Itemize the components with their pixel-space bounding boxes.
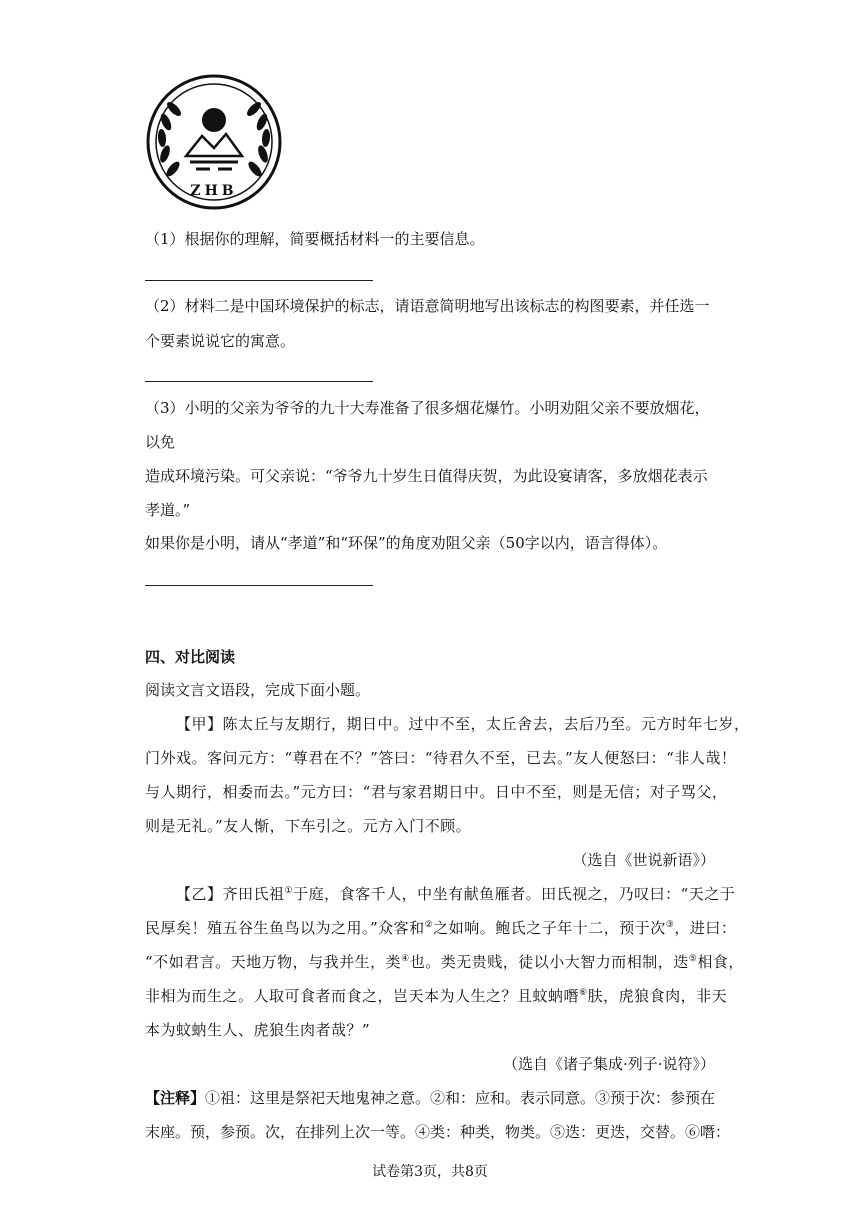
page-footer: 试卷第3页，共8页	[372, 1164, 488, 1180]
question-2-line-1: （2）材料二是中国环境保护的标志，请语意简明地写出该标志的构图要素，并任选一	[145, 297, 710, 315]
question-3-line-1: （3）小明的父亲为爷爷的九十大寿准备了很多烟花爆竹。小明劝阻父亲不要放烟花，	[145, 399, 710, 417]
footnote-marker: ①	[284, 886, 294, 896]
question-3-line-5: 如果你是小明，请从“孝道”和“环保”的角度劝阻父亲（50字以内，语言得体）。	[145, 534, 668, 552]
passage-yi-line-3: “不如君言。天地万物，与我并生，类④也。类无贵贱，徒以小大智力而相制，迭⑤相食，	[145, 953, 744, 971]
footnote-marker: ⑤	[688, 954, 698, 964]
passage-yi-line-2: 民厚矣！殖五谷生鱼鸟以为之用。”众客和②之如响。鲍氏之子年十二，预于次③，进曰：	[145, 919, 737, 937]
emblem-text: ZHB	[190, 183, 238, 199]
passage-jia-line-2: 门外戏。客问元方：“尊君在不？”答曰：“待君久不至，已去。”友人便怒曰：“非人哉！	[145, 749, 737, 767]
passage-jia-line-3: 与人期行，相委而去。”元方曰：“君与家君期日中。日中不至，则是无信；对子骂父，	[145, 783, 728, 801]
passage-jia-line-4: 则是无礼。”友人惭，下车引之。元方入门不顾。	[145, 817, 472, 835]
environment-protection-emblem	[144, 72, 284, 212]
passage-yi-line-5: 本为蚊蚋生人、虎狼生肉者哉？”	[145, 1021, 371, 1039]
passage-jia-line-1: 【甲】陈太丘与友期行，期日中。过中不至，太丘舍去，去后乃至。元方时年七岁，	[176, 715, 750, 733]
question-1: （1）根据你的理解，简要概括材料一的主要信息。	[145, 230, 485, 248]
passage-yi-line-1: 【乙】齐田氏祖①于庭，食客千人，中坐有献鱼雁者。田氏视之，乃叹曰：“天之于	[176, 885, 736, 903]
question-3-line-4: 孝道。”	[145, 501, 191, 519]
question-3-line-3: 造成环境污染。可父亲说：“爷爷九十岁生日值得庆贺，为此设宴请客，多放烟花表示	[145, 467, 708, 485]
notes-label: 【注释】	[145, 1089, 206, 1107]
answer-line-1[interactable]	[145, 280, 373, 281]
question-2-line-2: 个要素说说它的寓意。	[145, 332, 296, 350]
answer-line-3[interactable]	[145, 585, 373, 586]
sun-icon	[202, 108, 226, 132]
question-3-line-2: 以免	[145, 433, 176, 451]
passage-jia-source: （选自《世说新语》）	[572, 851, 715, 869]
section-heading: 四、对比阅读	[145, 648, 236, 666]
notes-line-1: 【注释】①祖：这里是祭祀天地鬼神之意。②和：应和。表示同意。③预于次：参预在	[145, 1089, 716, 1107]
answer-line-2[interactable]	[145, 381, 373, 382]
passage-yi-line-4: 非相为而生之。人取可食者而食之，岂天本为人生之？且蚊蚋噆⑥肤，虎狼食肉，非天	[145, 987, 728, 1005]
passage-yi-source: （选自《诸子集成·列子·说符》）	[502, 1055, 715, 1073]
section-intro: 阅读文言文语段，完成下面小题。	[145, 681, 371, 699]
footnote-marker: ③	[665, 920, 675, 930]
footnote-marker: ⑥	[579, 988, 588, 998]
footnote-marker: ④	[401, 954, 410, 964]
footnote-marker: ②	[424, 920, 434, 930]
notes-line-2: 末座。预，参预。次，在排列上次一等。④类：种类，物类。⑤迭：更迭，交替。⑥噆：	[145, 1123, 731, 1141]
